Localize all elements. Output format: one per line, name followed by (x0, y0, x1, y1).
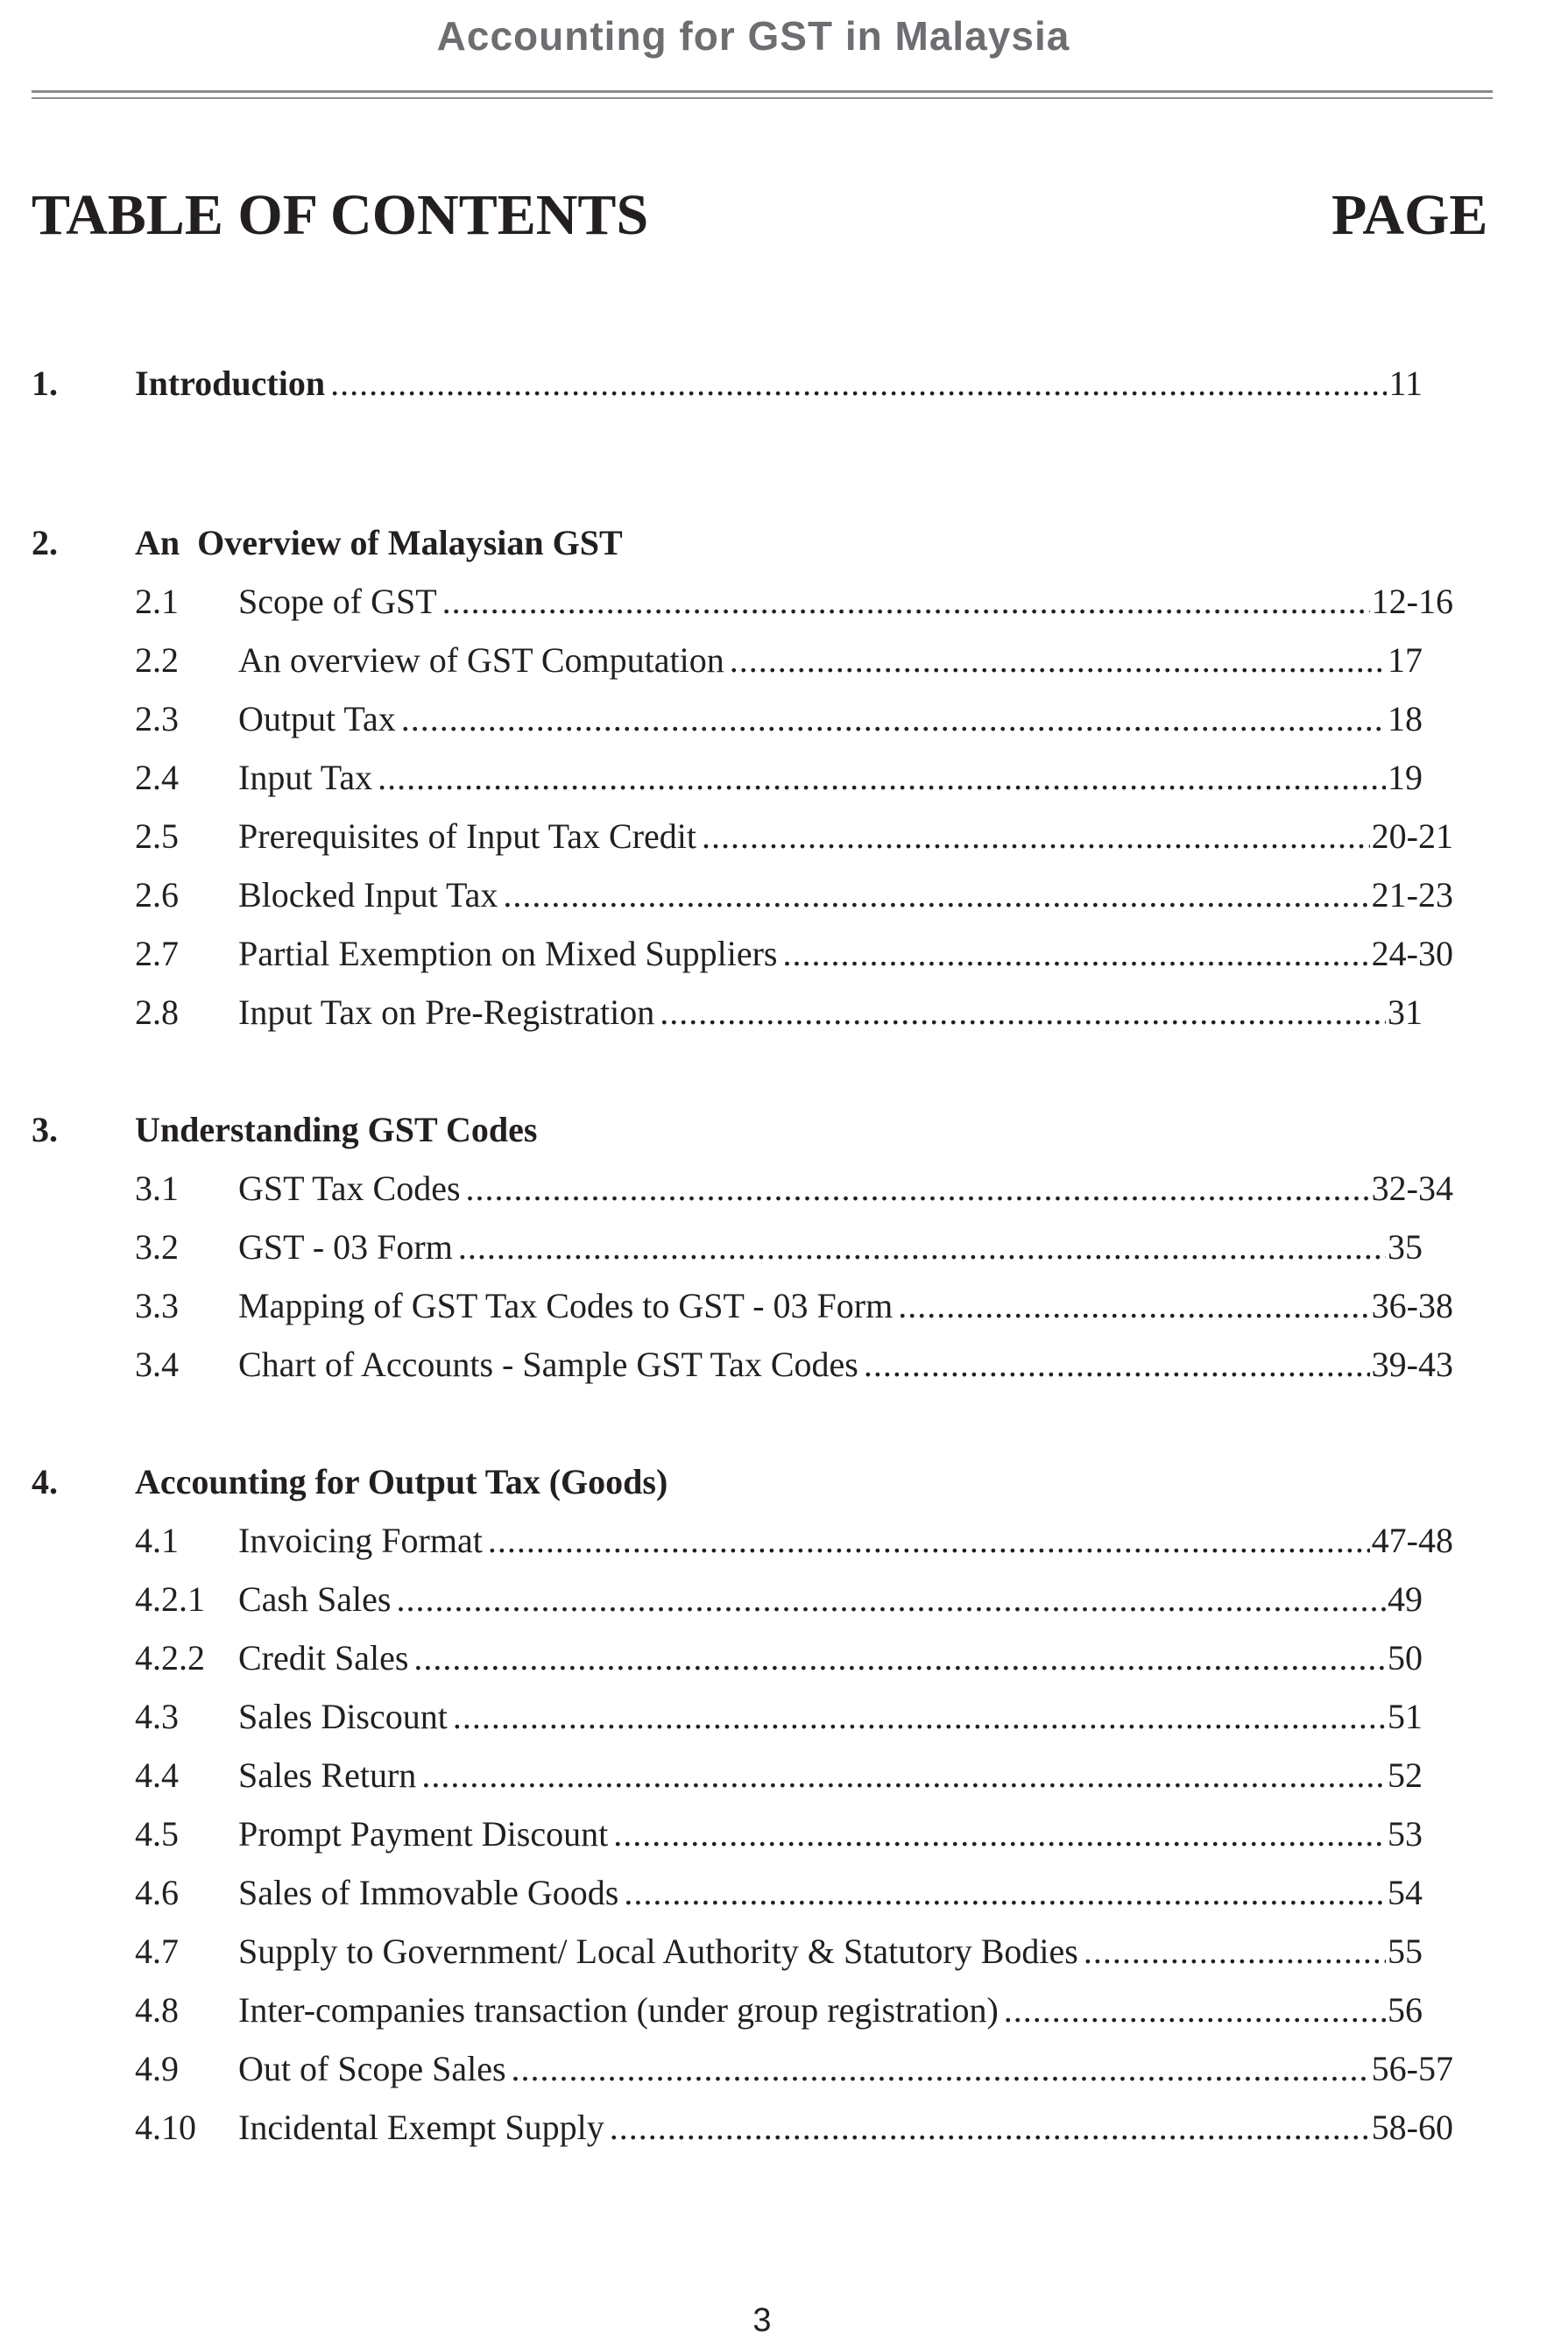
toc-entry[interactable] (135, 1516, 1453, 1565)
page-reference: 18 (1388, 699, 1423, 738)
section-number: 2.1 (135, 582, 179, 621)
section-title: Chart of Accounts - Sample GST Tax Codes (238, 1345, 858, 1384)
chapter-number: 1. (32, 364, 58, 403)
chapter-number: 2. (32, 523, 58, 562)
section-title: Input Tax (238, 758, 373, 797)
toc-entry[interactable] (135, 359, 1423, 408)
dot-leader (613, 1810, 1386, 1859)
toc-entry[interactable] (135, 695, 1423, 744)
section-title: An overview of GST Computation (238, 640, 724, 680)
toc-entry[interactable] (135, 1634, 1423, 1683)
page-reference: 49 (1388, 1579, 1423, 1619)
toc-entry[interactable] (135, 1810, 1423, 1859)
section-number: 3.3 (135, 1286, 179, 1325)
toc-entry[interactable] (135, 1986, 1423, 2035)
section-title: Blocked Input Tax (238, 875, 498, 915)
toc-entry[interactable] (135, 871, 1453, 920)
dot-leader (783, 929, 1370, 978)
chapter-title: Understanding GST Codes (135, 1110, 538, 1149)
page-column-heading: PAGE (1331, 183, 1488, 247)
section-number: 2.4 (135, 758, 179, 797)
toc-entry[interactable] (135, 2045, 1453, 2094)
section-number: 2.3 (135, 699, 179, 738)
section-title: Scope of GST (238, 582, 437, 621)
dot-leader (330, 359, 1387, 408)
section-title: GST - 03 Form (238, 1227, 453, 1267)
section-title: Inter-companies transaction (under group registration) (238, 1990, 999, 2030)
page-reference: 55 (1388, 1932, 1423, 1971)
toc-entry[interactable] (135, 2103, 1453, 2152)
section-number: 4.4 (135, 1755, 179, 1795)
dot-leader (1084, 1927, 1386, 1976)
toc-entry[interactable] (135, 1927, 1423, 1976)
section-title: Prerequisites of Input Tax Credit (238, 816, 697, 856)
chapter-title: An Overview of Malaysian GST (135, 523, 623, 562)
dot-leader (898, 1282, 1369, 1331)
running-header: Accounting for GST in Malaysia (436, 13, 1070, 59)
dot-leader (1004, 1986, 1386, 2035)
header-rule-top (32, 90, 1493, 93)
page-reference: 52 (1388, 1755, 1423, 1795)
dot-leader (864, 1340, 1370, 1389)
dot-leader (458, 1223, 1386, 1272)
section-number: 4.8 (135, 1990, 179, 2030)
section-number: 4.10 (135, 2108, 196, 2147)
toc-entry[interactable] (135, 636, 1423, 685)
dot-leader (730, 636, 1386, 685)
dot-leader (396, 1575, 1386, 1624)
page-number: 3 (752, 2302, 772, 2339)
page-reference: 11 (1388, 364, 1423, 403)
chapter-title: Introduction (135, 364, 326, 403)
section-number: 2.6 (135, 875, 179, 915)
dot-leader (503, 871, 1369, 920)
section-title: Prompt Payment Discount (238, 1814, 609, 1854)
section-number: 3.2 (135, 1227, 179, 1267)
section-title: GST Tax Codes (238, 1169, 461, 1208)
section-title: Mapping of GST Tax Codes to GST - 03 Form (238, 1286, 893, 1325)
chapter-number: 4. (32, 1462, 58, 1501)
dot-leader (421, 1751, 1386, 1800)
toc-entry[interactable] (135, 1164, 1453, 1213)
chapter-number: 3. (32, 1110, 58, 1149)
dot-leader (610, 2103, 1370, 2152)
section-number: 4.1 (135, 1521, 179, 1560)
page-reference: 21-23 (1371, 875, 1453, 915)
section-title: Invoicing Format (238, 1521, 483, 1560)
toc-entry[interactable] (135, 929, 1453, 978)
toc-entry[interactable] (135, 1282, 1453, 1331)
page-reference: 35 (1388, 1227, 1423, 1267)
page-reference: 53 (1388, 1814, 1423, 1854)
section-title: Incidental Exempt Supply (238, 2108, 604, 2147)
toc-entry[interactable] (135, 753, 1423, 802)
section-title: Partial Exemption on Mixed Suppliers (238, 934, 778, 973)
toc-entry[interactable] (135, 1575, 1423, 1624)
dot-leader (702, 812, 1370, 861)
section-number: 3.4 (135, 1345, 179, 1384)
dot-leader (466, 1164, 1370, 1213)
section-number: 4.7 (135, 1932, 179, 1971)
page-reference: 56 (1388, 1990, 1423, 2030)
section-title: Input Tax on Pre-Registration (238, 992, 655, 1032)
dot-leader (453, 1692, 1386, 1741)
section-number: 2.2 (135, 640, 179, 680)
section-title: Out of Scope Sales (238, 2049, 506, 2088)
chapter-title: Accounting for Output Tax (Goods) (135, 1462, 668, 1501)
dot-leader (442, 577, 1370, 626)
section-number: 4.3 (135, 1697, 179, 1736)
page-reference: 50 (1388, 1638, 1423, 1677)
dot-leader (413, 1634, 1386, 1683)
toc-entry[interactable] (135, 1692, 1423, 1741)
page-reference: 58-60 (1371, 2108, 1453, 2147)
section-number: 3.1 (135, 1169, 179, 1208)
section-number: 4.5 (135, 1814, 179, 1854)
section-number: 4.2.1 (135, 1579, 205, 1619)
section-number: 2.5 (135, 816, 179, 856)
page-reference: 20-21 (1371, 816, 1453, 856)
page-reference: 54 (1388, 1873, 1423, 1912)
section-number: 4.2.2 (135, 1638, 205, 1677)
page-reference: 17 (1388, 640, 1423, 680)
section-title: Sales of Immovable Goods (238, 1873, 619, 1912)
section-number: 2.8 (135, 992, 179, 1032)
section-title: Output Tax (238, 699, 396, 738)
section-title: Credit Sales (238, 1638, 409, 1677)
page-reference: 24-30 (1371, 934, 1453, 973)
page-reference: 56-57 (1371, 2049, 1453, 2088)
section-title: Supply to Government/ Local Authority & Statutory Bodies (238, 1932, 1078, 1971)
toc-heading: TABLE OF CONTENTS (32, 183, 649, 247)
section-number: 4.9 (135, 2049, 179, 2088)
toc-entry[interactable] (135, 812, 1453, 861)
toc-entry[interactable] (135, 1751, 1423, 1800)
toc-entry[interactable] (135, 1340, 1453, 1389)
page-reference: 39-43 (1371, 1345, 1453, 1384)
section-title: Cash Sales (238, 1579, 392, 1619)
page-reference: 47-48 (1371, 1521, 1453, 1560)
page-reference: 12-16 (1371, 582, 1453, 621)
page-reference: 51 (1388, 1697, 1423, 1736)
dot-leader (512, 2045, 1370, 2094)
page-reference: 31 (1388, 992, 1423, 1032)
toc-entry[interactable] (135, 988, 1423, 1037)
section-title: Sales Return (238, 1755, 417, 1795)
section-number: 2.7 (135, 934, 179, 973)
dot-leader (660, 988, 1386, 1037)
page-reference: 32-34 (1371, 1169, 1453, 1208)
section-number: 4.6 (135, 1873, 179, 1912)
toc-entry[interactable] (135, 1223, 1423, 1272)
toc-entry[interactable] (135, 577, 1453, 626)
page-reference: 36-38 (1371, 1286, 1453, 1325)
dot-leader (488, 1516, 1370, 1565)
dot-leader (401, 695, 1386, 744)
section-title: Sales Discount (238, 1697, 448, 1736)
header-rule-bottom (32, 97, 1493, 99)
toc-entry[interactable] (135, 1868, 1423, 1918)
dot-leader (378, 753, 1386, 802)
dot-leader (624, 1868, 1386, 1918)
page-reference: 19 (1388, 758, 1423, 797)
